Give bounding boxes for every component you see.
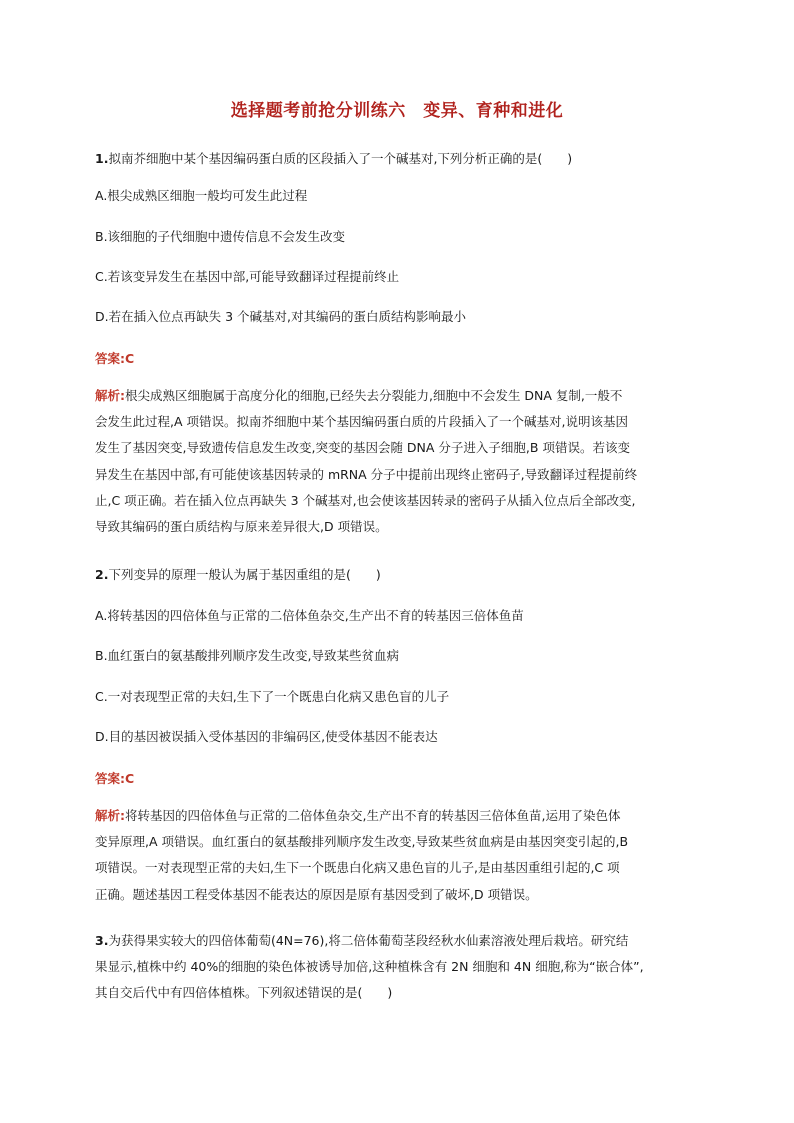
- answer-label: 答案:: [95, 771, 125, 786]
- explanation-label: 解析:: [95, 388, 125, 403]
- explanation-line: 导致其编码的蛋白质结构与原来差异很大,D 项错误。: [95, 519, 388, 535]
- question-line: 果显示,植株中约 40%的细胞的染色体被诱导加倍,这种植株含有 2N 细胞和 4N 细胞,称为“嵌合体”,: [95, 959, 644, 975]
- explanation-line: 会发生此过程,A 项错误。拟南芥细胞中某个基因编码蛋白质的片段插入了一个碱基对,说明该基因: [95, 414, 628, 430]
- explanation-line: 异发生在基因中部,有可能使该基因转录的 mRNA 分子中提前出现终止密码子,导致翻译过程提前终: [95, 466, 638, 482]
- question-2-explanation: [95, 803, 695, 908]
- question-1-explanation: [95, 383, 695, 540]
- question-line: 其自交后代中有四倍体植株。下列叙述错误的是( ): [95, 985, 393, 1001]
- question-number: 1.: [95, 151, 109, 166]
- answer-label: 答案:: [95, 351, 125, 366]
- explanation-line: 正确。题述基因工程受体基因不能表达的原因是原有基因受到了破坏,D 项错误。: [95, 886, 538, 902]
- explanation-line: 变异原理,A 项错误。血红蛋白的氨基酸排列顺序发生改变,导致某些贫血病是由基因突变引起的,B: [95, 834, 629, 850]
- question-2-option-b: B.血红蛋白的氨基酸排列顺序发生改变,导致某些贫血病: [95, 648, 400, 663]
- explanation-line: 解析:将转基因的四倍体鱼与正常的二倍体鱼杂交,生产出不育的转基因三倍体鱼苗,运用了染色体: [95, 808, 621, 823]
- question-number: 2.: [95, 567, 109, 582]
- question-1-option-d: D.若在插入位点再缺失 3 个碱基对,对其编码的蛋白质结构影响最小: [95, 309, 466, 324]
- question-line: 3.为获得果实较大的四倍体葡萄(4N=76),将二倍体葡萄茎段经秋水仙素溶液处理后栽培。研究结: [95, 933, 629, 948]
- answer-value: C: [125, 771, 135, 786]
- explanation-label: 解析:: [95, 808, 125, 823]
- question-3-stem: [95, 928, 695, 1007]
- question-1-option-b: B.该细胞的子代细胞中遗传信息不会发生改变: [95, 229, 346, 244]
- question-2-answer: [95, 769, 134, 787]
- question-1-option-c: C.若该变异发生在基因中部,可能导致翻译过程提前终止: [95, 269, 400, 284]
- question-text: 拟南芥细胞中某个基因编码蛋白质的区段插入了一个碱基对,下列分析正确的是( ): [108, 151, 573, 166]
- explanation-line: 解析:根尖成熟区细胞属于高度分化的细胞,已经失去分裂能力,细胞中不会发生 DNA 复制,一般不: [95, 388, 623, 403]
- question-1-option-a: A.根尖成熟区细胞一般均可发生此过程: [95, 188, 308, 203]
- question-2-option-a: A.将转基因的四倍体鱼与正常的二倍体鱼杂交,生产出不育的转基因三倍体鱼苗: [95, 608, 524, 623]
- question-2-option-d: D.目的基因被误插入受体基因的非编码区,使受体基因不能表达: [95, 729, 438, 744]
- explanation-line: 发生了基因突变,导致遗传信息发生改变,突变的基因会随 DNA 分子进入子细胞,B 项错误。若该变: [95, 440, 630, 456]
- question-text: 下列变异的原理一般认为属于基因重组的是( ): [108, 567, 381, 582]
- question-1-answer: [95, 349, 134, 367]
- question-1-stem: [95, 146, 695, 172]
- question-number: 3.: [95, 933, 109, 948]
- question-2-stem: [95, 562, 695, 588]
- answer-value: C: [125, 351, 135, 366]
- explanation-line: 止,C 项正确。若在插入位点再缺失 3 个碱基对,也会使该基因转录的密码子从插入位点后全部改变,: [95, 492, 636, 508]
- page-title: 选择题考前抢分训练六 变异、育种和进化: [230, 101, 564, 121]
- question-2-option-c: C.一对表现型正常的夫妇,生下了一个既患白化病又患色盲的儿子: [95, 689, 450, 704]
- explanation-line: 项错误。一对表现型正常的夫妇,生下一个既患白化病又患色盲的儿子,是由基因重组引起的,C 项: [95, 860, 620, 876]
